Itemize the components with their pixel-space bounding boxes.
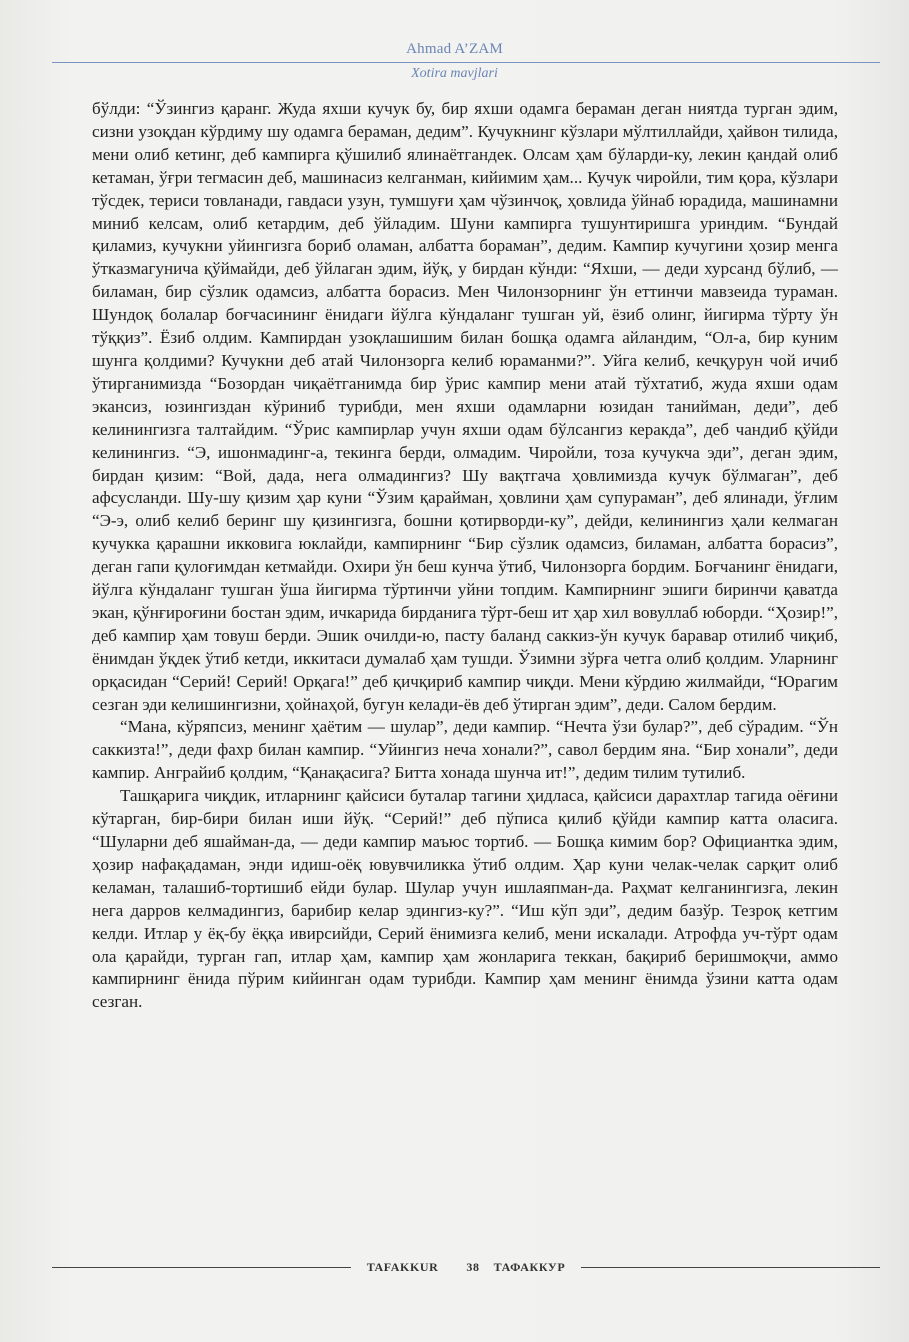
header-rule <box>52 62 880 63</box>
footer-rule-left <box>52 1267 351 1268</box>
page-footer <box>52 1256 880 1278</box>
page-number: 38 <box>466 1259 480 1274</box>
running-header <box>0 38 909 60</box>
paragraph-1: бўлди: “Ўзингиз қаранг. Жуда яхши кучук бу, бир яхши одамга бераман деган ниятда турган эдим, сизни узоқдан кўрдиму шу одамга бераман, дедим”. Кучукнинг кўзлари мўлтиллайди, ҳайвон тилида, мени олиб кетинг, деб кампирга қўшилиб ялинаётгандек. Олсам ҳам бўларди-ку, лекин қандай олиб кетаман, ўғри тегмасин деб, машинасиз келганман, кийимим ҳам... Кучук чиройли, тим қора, кўзлари тўсдек, териси товланади, гавдаси узун, тумшуғи ҳам чўзинчоқ, ҳовлида ўйнаб юрадида, машинамни миниб келсам, олиб кетардим, деб ўйладим. Шуни кампирга тушунтиришга уриндим. “Бундай қиламиз, кучукни уйингизга бориб оламан, албатта бораман”, дедим. Кампир кучугини ҳозир менга ўтказмагунича қўймайди, деб ўйлаган эдим, йўқ, у бирдан кўнди: “Яхши, — деди хурсанд бўлиб, — биламан, бир сўзлик одамсиз, албатта борасиз. Мен Чилонзорнинг ўн еттинчи мавзеида тураман. Шундоқ болалар боғчасининг ёнидаги йўлга кўндаланг тушган уй, ёзиб олинг, йигирма тўрту ўн тўққиз”. Ёзиб олдим. Кампирдан узоқлашишим билан бошқа одамга айландим, “Ол-а, бир куним шунга қолдими? Кучукни деб атай Чилонзорга келиб юраманми?”. Уйга келиб, кечқурун чой ичиб ўтирганимизда “Бозордан чиқаётганимда бир ўрис кампир мени атай тўхтатиб, жуда яхши одам экансиз, юзингиздан кўриниб турибди, мен яхши одамларни юзидан танийман, деди”, деб келинингизга талтайдим. “Ўрис кампирлар учун яхши одам бўлсангиз керакда”, деб чандиб қўйди келинингиз. “Э, ишонмадинг-а, текинга берди, олмадим. Чиройли, тоза кучукча эди”, деган эдим, бирдан қизим: “Вой, дада, нега олмадингиз? Шу вақтгача ҳовлимизда кучук бўлмаган”, деб афсусланди. Шу-шу қизим ҳар куни “Ўзим қарайман, ҳовлини ҳам супураман”, деб ялинади, ўғлим “Э-э, олиб келиб беринг шу қизингизга, бошни қотирворди-ку”, дейди, келинингиз ҳали келмаган кучукка қарашни икковига юклайди, кампирнинг “Бир сўзлик одамсиз, биламан, албатта борасиз”, деган гапи қулоғимдан кетмайди. Охири ўн беш кунча ўтиб, Чилонзорга бордим. Боғчанинг ёнидаги, йўлга кўндаланг тушган ўша йигирма тўртинчи уйни топдим. Кампирнинг эшиги биринчи қаватда экан, қўнғироғини бостан эдим, ичкарида бирданига тўрт-беш ит ҳар хил вовуллаб юборди. “Ҳозир!”, деб кампир ҳам товуш берди. Эшик очилди-ю, пасту баланд саккиз-ўн кучук баравар отилиб чиқиб, ёнимдан ўқдек ўтиб кетди, иккитаси думалаб ҳам тушди. Ўзимни зўрға четга олиб қолдим. Уларнинг орқасидан “Серий! Серий! Орқага!” деб қичқириб кампир чиқди. Мени кўрдию жилмайди, “Юрагим сезган эди келишингизни, ҳойнаҳой, бугун келади-ёв деб ўтирган эдим”, деди. Салом бердим. <box>92 99 838 714</box>
footer-magazine-cyrillic: ТАФАККУР <box>493 1259 566 1274</box>
paragraph-2: “Мана, кўряпсиз, менинг ҳаётим — шулар”, деди кампир. “Нечта ўзи булар?”, деб сўрадим. “Ўн саккизта!”, деди фахр билан кампир. “Уйингиз неча хонали?”, савол бердим яна. “Бир хонали”, деди кампир. Анграйиб қолдим, “Қанақасига? Битта хонада шунча ит!”, дедим тилим тутилиб. <box>92 717 838 783</box>
footer-rule-right <box>581 1267 880 1268</box>
header-author: Ahmad A’ZAM <box>406 41 503 57</box>
footer-magazine-latin: TAFAKKUR <box>366 1259 439 1274</box>
article-body <box>92 98 838 1014</box>
paragraph-3: Ташқарига чиқдик, итларнинг қайсиси буталар тагини ҳидласа, қайсиси дарахтлар тагида оёғини кўтарган, бир-бири билан иши йўқ. “Серий!” деб пўписа қилиб қўйди кампир катта оласига. “Шуларни деб яшайман-да, — деди кампир маъюс тортиб. — Бошқа кимим бор? Официантка эдим, ҳозир нафақадаман, энди идиш-оёқ ювувчиликка ўтиб олдим. Ҳар куни челак-челак сарқит олиб келаман, талашиб-тортишиб ейди булар. Шулар учун ишлаяпман-да. Раҳмат келганингизга, лекин нега дарров келмадингиз, барибир келар эдингиз-ку?”. “Иш кўп эди”, дедим базўр. Тезроқ кетгим келди. Итлар у ёқ-бу ёққа ивирсийди, Серий ёнимизга келиб, мени искалади. Атрофда уч-тўрт одам ола қарайди, турган гап, итлар ҳам, кампир ҳам жонларига теккан, бақириб беришмоқчи, аммо кампирнинг ёнида пўрим кийинган одам турибди. Кампир ҳам менинг ёнимда ўзини катта одам сезган. <box>92 786 838 1012</box>
header-subtitle: Xotira mavjlari <box>411 66 498 81</box>
